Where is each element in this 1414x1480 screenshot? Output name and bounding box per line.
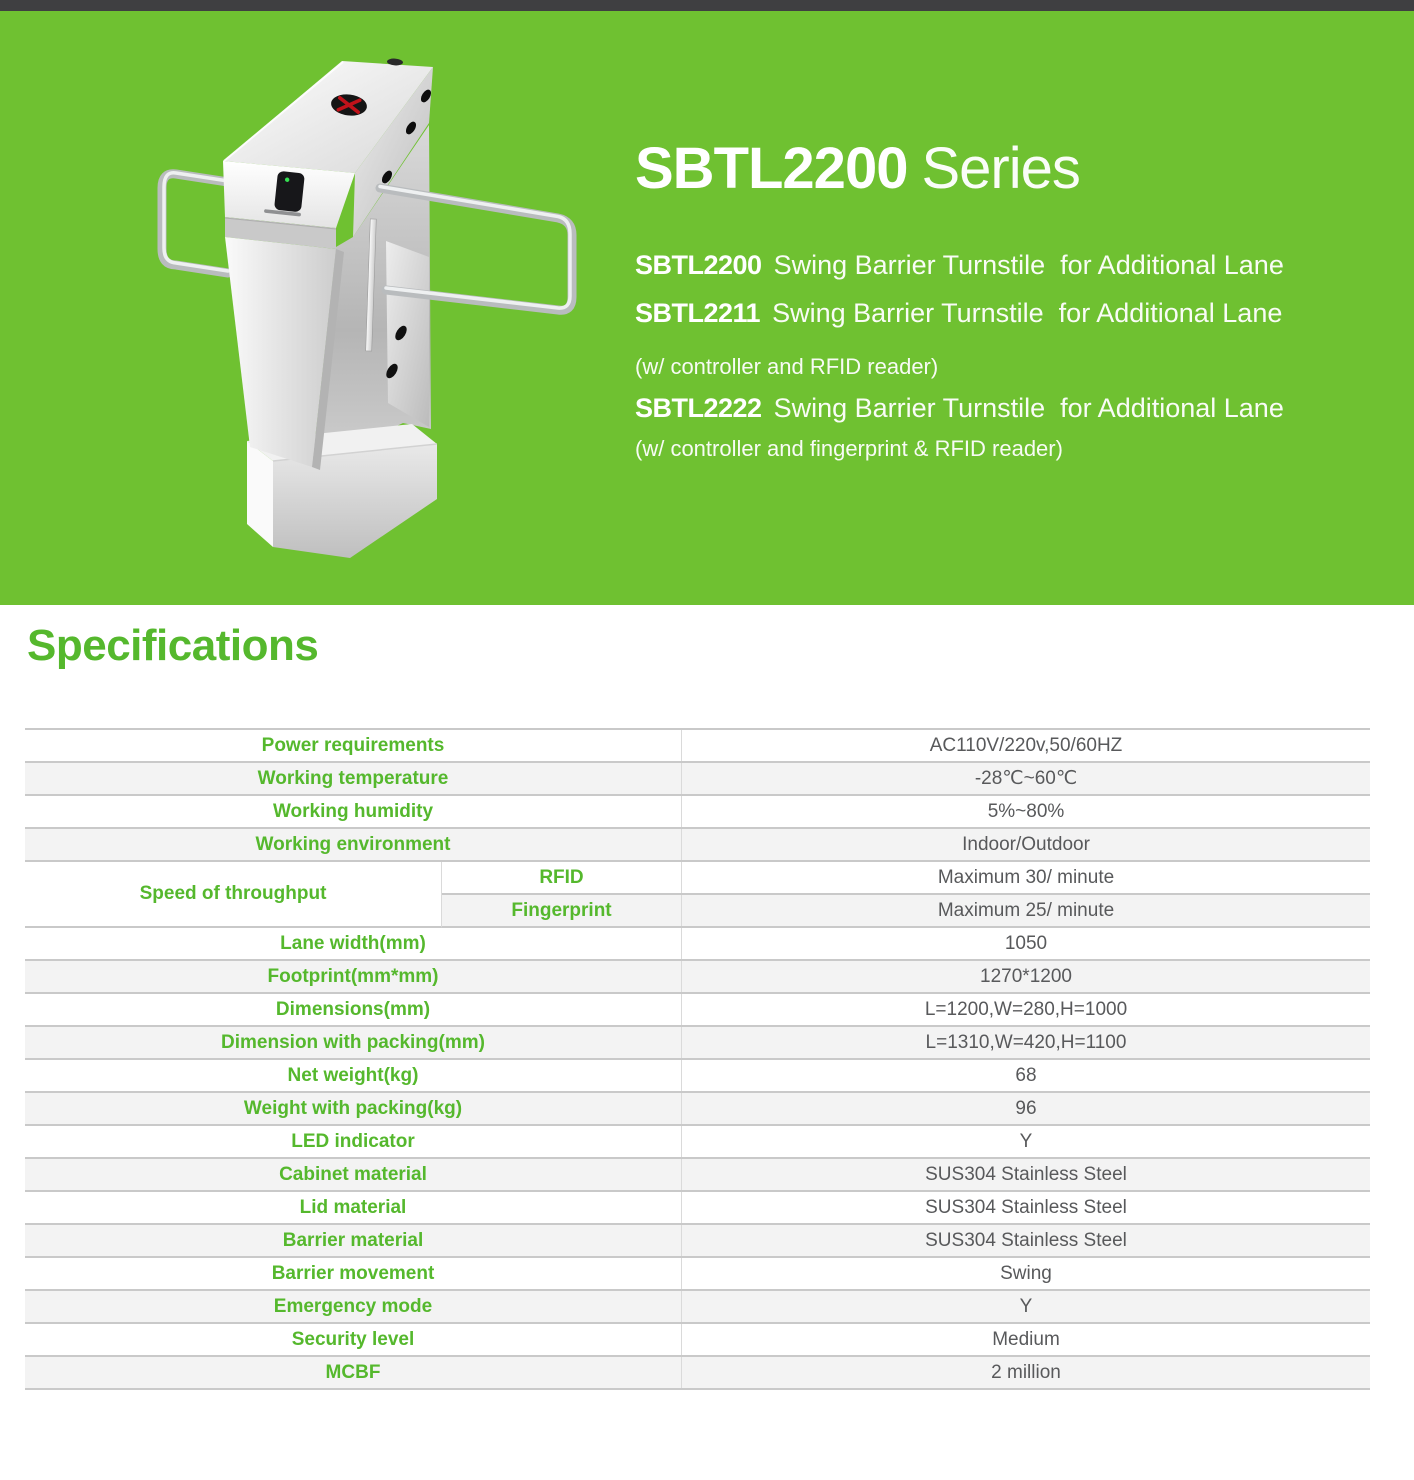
spec-value: Indoor/Outdoor [962, 833, 1090, 855]
spec-value: L=1200,W=280,H=1000 [924, 998, 1128, 1020]
spec-row [25, 730, 1370, 763]
spec-row [442, 862, 1370, 895]
spec-label: Dimensions(mm) [25, 994, 682, 1025]
spec-row [25, 1291, 1370, 1324]
spec-value: 1270*1200 [980, 965, 1072, 987]
spec-table [25, 728, 1370, 1390]
spec-row [25, 1324, 1370, 1357]
spec-row [25, 961, 1370, 994]
spec-row [25, 1159, 1370, 1192]
spec-label: Power requirements [25, 730, 682, 761]
spec-label: Working temperature [25, 763, 682, 794]
spec-value: Maximum 25/ minute [937, 899, 1115, 921]
spec-label: Dimension with packing(mm) [25, 1027, 682, 1058]
product-line [635, 297, 1284, 329]
turnstile-illustration [140, 41, 610, 589]
spec-label: Cabinet material [25, 1159, 682, 1190]
spec-value: SUS304 Stainless Steel [925, 1229, 1127, 1251]
spec-row [25, 1027, 1370, 1060]
rear-leg [384, 241, 429, 427]
spec-label: Barrier material [25, 1225, 682, 1256]
spec-group-subrows [442, 862, 1370, 928]
spec-row [25, 829, 1370, 862]
card-reader-icon [274, 171, 305, 213]
product-desc: Swing Barrier Turnstile for Additional Lane [773, 392, 1284, 423]
spec-label: Barrier movement [25, 1258, 682, 1289]
spec-label: Security level [25, 1324, 682, 1355]
spec-value: 2 million [991, 1361, 1061, 1383]
spec-label: Footprint(mm*mm) [25, 961, 682, 992]
spec-label: RFID [442, 862, 682, 893]
product-desc: Swing Barrier Turnstile for Additional Lane [773, 249, 1284, 280]
series-title-model: SBTL2200 [635, 136, 908, 201]
product-desc: Swing Barrier Turnstile for Additional Lane [772, 298, 1283, 329]
spec-label: Working humidity [25, 796, 682, 827]
spec-row [25, 928, 1370, 961]
spec-row [25, 1126, 1370, 1159]
spec-value: L=1310,W=420,H=1100 [925, 1031, 1127, 1053]
spec-value: SUS304 Stainless Steel [925, 1196, 1127, 1218]
spec-value: Swing [1000, 1262, 1052, 1284]
spec-group-row [25, 862, 1370, 928]
spec-label: Fingerprint [442, 895, 682, 926]
spec-label: Lid material [25, 1192, 682, 1223]
series-title-suffix: Series [921, 136, 1080, 201]
spec-value: 5%~80% [987, 800, 1065, 822]
spec-row [442, 895, 1370, 928]
spec-value: Y [1019, 1130, 1033, 1152]
spec-group-label: Speed of throughput [25, 862, 442, 928]
spec-label: Emergency mode [25, 1291, 682, 1322]
series-title [635, 137, 1284, 201]
spec-row [25, 1093, 1370, 1126]
spec-row [25, 763, 1370, 796]
product-note: (w/ controller and RFID reader) [635, 353, 939, 379]
product-model: SBTL2200 [635, 249, 762, 280]
spec-row [25, 796, 1370, 829]
spec-label: Working environment [25, 829, 682, 860]
spec-value: SUS304 Stainless Steel [925, 1163, 1127, 1185]
product-model: SBTL2222 [635, 392, 762, 423]
spec-row [25, 1060, 1370, 1093]
top-dark-strip [0, 0, 1414, 11]
product-line [635, 392, 1284, 424]
spec-row [25, 994, 1370, 1027]
hero-banner [0, 11, 1414, 605]
spec-value: Y [1019, 1295, 1033, 1317]
spec-value: 96 [1015, 1097, 1037, 1119]
specifications-heading: Specifications [27, 621, 319, 670]
spec-label: MCBF [25, 1357, 682, 1388]
spec-label: Weight with packing(kg) [25, 1093, 682, 1124]
spec-label: LED indicator [25, 1126, 682, 1157]
spec-value: 1050 [1004, 932, 1048, 954]
spec-value: -28℃~60℃ [974, 768, 1078, 789]
product-model: SBTL2211 [635, 298, 761, 329]
spec-row [25, 1258, 1370, 1291]
spec-value: AC110V/220v,50/60HZ [929, 734, 1123, 756]
product-note: (w/ controller and fingerprint & RFID reader) [635, 435, 1063, 461]
spec-value: Maximum 30/ minute [937, 866, 1115, 888]
spec-row [25, 1357, 1370, 1390]
hero-text-block [635, 137, 1284, 462]
spec-row [25, 1225, 1370, 1258]
product-line [635, 249, 1284, 281]
left-swing-arm-icon [162, 173, 228, 273]
spec-label: Lane width(mm) [25, 928, 682, 959]
spec-row [25, 1192, 1370, 1225]
spec-value: Medium [992, 1328, 1060, 1350]
spec-label: Net weight(kg) [25, 1060, 682, 1091]
spec-value: 68 [1015, 1064, 1037, 1086]
